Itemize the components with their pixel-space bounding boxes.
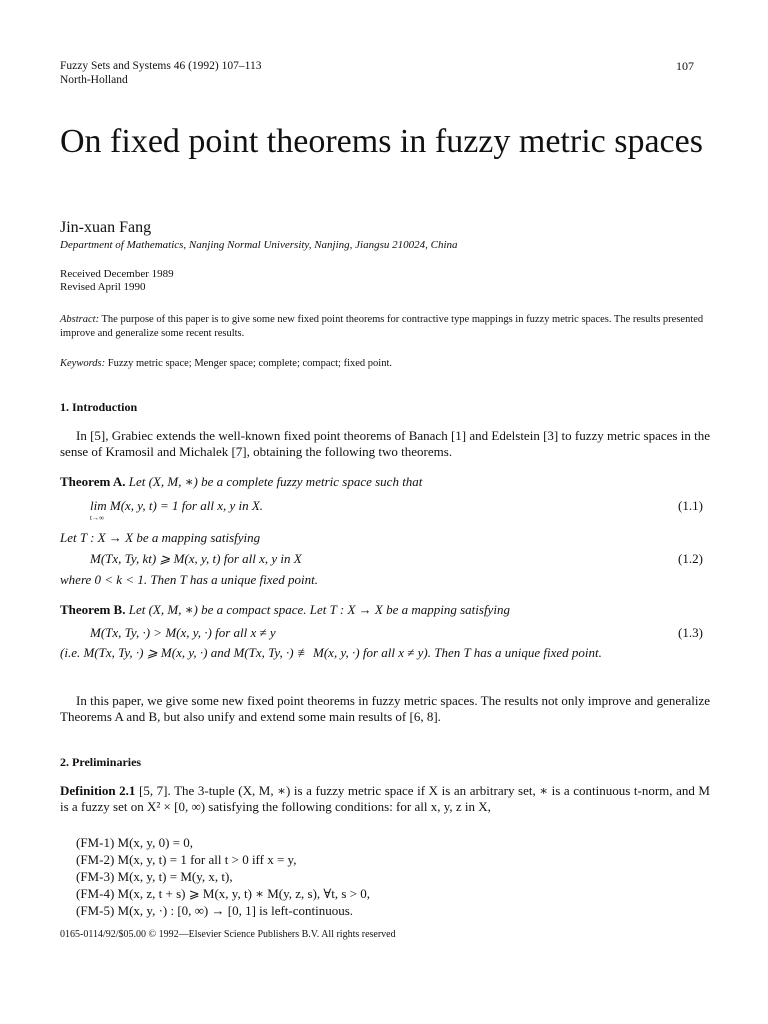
submission-dates bbox=[60, 268, 174, 294]
definition-text: [5, 7]. The 3-tuple (X, M, ∗) is a fuzzy metric space if X is an arbitrary set, ∗ is a continuous t-norm, and M is a fuzzy set on X² × [0, ∞) satisfying the following conditions: for all x, y, z in X, bbox=[60, 783, 710, 814]
equation-1-3: M(Tx, Ty, ·) > M(x, y, ·) for all x ≠ y bbox=[90, 625, 276, 640]
abstract-text: The purpose of this paper is to give some new fixed point theorems for contractive type mappings in fuzzy metric spaces. The results presented improve and generalize some recent results. bbox=[60, 314, 704, 339]
theorem-a-mapping: Let T : X → X be a mapping satisfying bbox=[60, 530, 261, 545]
definition-2-1 bbox=[60, 783, 710, 815]
intro-paragraph: In [5], Grabiec extends the well-known fixed point theorems of Banach [1] and Edelstein [3] to fuzzy metric spaces in the sense of Kramosil and Michalek [7], obtaining the following two theorems. bbox=[60, 428, 710, 459]
equation-1-2: M(Tx, Ty, kt) ⩾ M(x, y, t) for all x, y in X bbox=[90, 551, 302, 566]
theorem-b-conclusion: (i.e. M(Tx, Ty, ·) ⩾ M(x, y, ·) and M(Tx, Ty, ·) ≢ M(x, y, ·) for all x ≠ y). Then T has a unique fixed point. bbox=[60, 645, 602, 660]
journal-line-1: Fuzzy Sets and Systems 46 (1992) 107–113 bbox=[60, 60, 262, 72]
author-affiliation: Department of Mathematics, Nanjing Normal University, Nanjing, Jiangsu 210024, China bbox=[60, 239, 458, 251]
fm-conditions-list bbox=[76, 834, 370, 919]
paper-title: On fixed point theorems in fuzzy metric spaces bbox=[60, 123, 703, 160]
keywords-text: Fuzzy metric space; Menger space; complete; compact; fixed point. bbox=[107, 358, 393, 369]
abstract bbox=[60, 313, 710, 341]
fm-condition: (FM-1) M(x, y, 0) = 0, bbox=[76, 835, 193, 850]
journal-citation bbox=[60, 59, 261, 87]
keywords bbox=[60, 357, 710, 371]
copyright-footer: 0165-0114/92/$05.00 © 1992—Elsevier Science Publishers B.V. All rights reserved bbox=[60, 929, 396, 940]
definition-label: Definition 2.1 bbox=[60, 783, 136, 798]
limit-subscript: t→∞ bbox=[90, 514, 104, 522]
theorem-b-text: Let (X, M, ∗) be a compact space. Let T : X → X be a mapping satisfying bbox=[128, 602, 510, 617]
equation-number-1-1: (1.1) bbox=[678, 498, 703, 513]
theorem-a-conclusion: where 0 < k < 1. Then T has a unique fixed point. bbox=[60, 572, 319, 587]
keywords-label: Keywords: bbox=[60, 358, 106, 369]
theorem-b-statement bbox=[60, 602, 710, 618]
fm-condition: (FM-2) M(x, y, t) = 1 for all t > 0 iff x = y, bbox=[76, 852, 297, 867]
fm-condition: (FM-5) M(x, y, ·) : [0, ∞) → [0, 1] is left-continuous. bbox=[76, 903, 354, 918]
equation-number-1-2: (1.2) bbox=[678, 551, 703, 566]
equation-number-1-3: (1.3) bbox=[678, 625, 703, 640]
closing-paragraph: In this paper, we give some new fixed point theorems in fuzzy metric spaces. The results not only improve and generalize Theorems A and B, but also unify and extend some main results of [6, 8]. bbox=[60, 693, 710, 724]
theorem-a-statement bbox=[60, 474, 710, 490]
fm-condition: (FM-3) M(x, y, t) = M(y, x, t), bbox=[76, 869, 233, 884]
fm-condition: (FM-4) M(x, z, t + s) ⩾ M(x, y, t) ∗ M(y, z, s), ∀t, s > 0, bbox=[76, 886, 371, 901]
page-number: 107 bbox=[676, 59, 694, 73]
equation-1-1: lim M(x, y, t) = 1 for all x, y in X. bbox=[90, 498, 264, 513]
revised-date: Revised April 1990 bbox=[60, 281, 146, 293]
theorem-b-label: Theorem B. bbox=[60, 602, 126, 617]
theorem-a-label: Theorem A. bbox=[60, 474, 126, 489]
journal-line-2: North-Holland bbox=[60, 74, 128, 86]
section-2-heading: 2. Preliminaries bbox=[60, 755, 142, 769]
abstract-label: Abstract: bbox=[60, 314, 100, 325]
theorem-a-text: Let (X, M, ∗) be a complete fuzzy metric space such that bbox=[128, 474, 423, 489]
received-date: Received December 1989 bbox=[60, 268, 174, 280]
author-name: Jin-xuan Fang bbox=[60, 219, 152, 236]
section-1-heading: 1. Introduction bbox=[60, 400, 138, 414]
